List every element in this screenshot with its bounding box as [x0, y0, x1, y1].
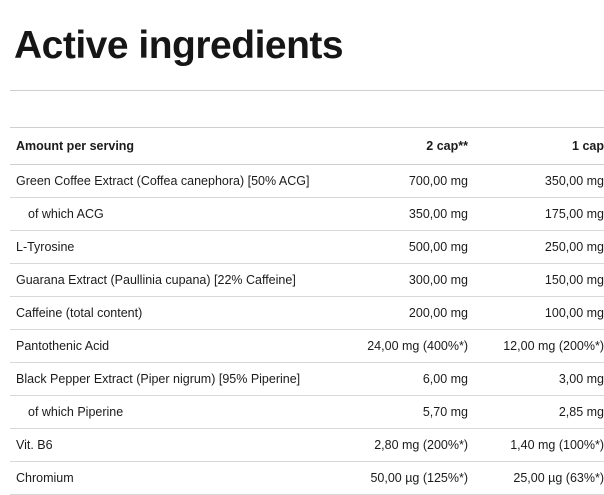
ingredient-amount-two-cap: 500,00 mg	[342, 231, 478, 264]
table-row	[10, 330, 604, 363]
table-body	[10, 165, 604, 495]
ingredient-amount-two-cap: 2,80 mg (200%*)	[342, 429, 478, 462]
column-header-two-cap: 2 cap**	[342, 128, 478, 165]
ingredient-amount-two-cap: 300,00 mg	[342, 264, 478, 297]
ingredient-amount-two-cap: 24,00 mg (400%*)	[342, 330, 478, 363]
table-header	[10, 91, 604, 165]
column-header-one-cap: 1 cap	[478, 128, 604, 165]
table-row	[10, 396, 604, 429]
ingredient-amount-one-cap: 250,00 mg	[478, 231, 604, 264]
ingredient-amount-one-cap: 350,00 mg	[478, 165, 604, 198]
table-row	[10, 462, 604, 495]
table-row	[10, 165, 604, 198]
ingredient-amount-one-cap: 12,00 mg (200%*)	[478, 330, 604, 363]
ingredient-name: Green Coffee Extract (Coffea canephora) [50% ACG]	[10, 165, 342, 198]
table-row	[10, 231, 604, 264]
ingredient-amount-two-cap: 700,00 mg	[342, 165, 478, 198]
ingredient-amount-two-cap: 350,00 mg	[342, 198, 478, 231]
ingredient-name: Black Pepper Extract (Piper nigrum) [95% Piperine]	[10, 363, 342, 396]
table-header-spacer-row	[10, 91, 604, 128]
ingredient-name: Pantothenic Acid	[10, 330, 342, 363]
ingredient-name: Caffeine (total content)	[10, 297, 342, 330]
ingredient-amount-two-cap: 5,70 mg	[342, 396, 478, 429]
ingredient-name: L-Tyrosine	[10, 231, 342, 264]
ingredient-name: Chromium	[10, 462, 342, 495]
ingredient-amount-one-cap: 150,00 mg	[478, 264, 604, 297]
header-spacer-cell-2	[342, 91, 478, 128]
header-spacer-cell-3	[478, 91, 604, 128]
column-header-amount-per-serving: Amount per serving	[10, 128, 342, 165]
ingredient-name: of which Piperine	[10, 396, 342, 429]
ingredients-table	[10, 90, 604, 495]
table-row	[10, 363, 604, 396]
page-title: Active ingredients	[14, 24, 344, 67]
ingredient-amount-one-cap: 25,00 µg (63%*)	[478, 462, 604, 495]
ingredient-amount-one-cap: 175,00 mg	[478, 198, 604, 231]
ingredient-amount-one-cap: 100,00 mg	[478, 297, 604, 330]
ingredient-name: of which ACG	[10, 198, 342, 231]
ingredient-name: Guarana Extract (Paullinia cupana) [22% Caffeine]	[10, 264, 342, 297]
ingredient-name: Vit. B6	[10, 429, 342, 462]
table-header-row	[10, 128, 604, 165]
ingredient-amount-one-cap: 2,85 mg	[478, 396, 604, 429]
table-row	[10, 264, 604, 297]
table-row	[10, 297, 604, 330]
ingredient-amount-two-cap: 6,00 mg	[342, 363, 478, 396]
ingredient-amount-one-cap: 1,40 mg (100%*)	[478, 429, 604, 462]
ingredient-amount-two-cap: 50,00 µg (125%*)	[342, 462, 478, 495]
table-row	[10, 429, 604, 462]
header-spacer-cell-1	[10, 91, 342, 128]
ingredient-amount-one-cap: 3,00 mg	[478, 363, 604, 396]
ingredient-amount-two-cap: 200,00 mg	[342, 297, 478, 330]
table-row	[10, 198, 604, 231]
